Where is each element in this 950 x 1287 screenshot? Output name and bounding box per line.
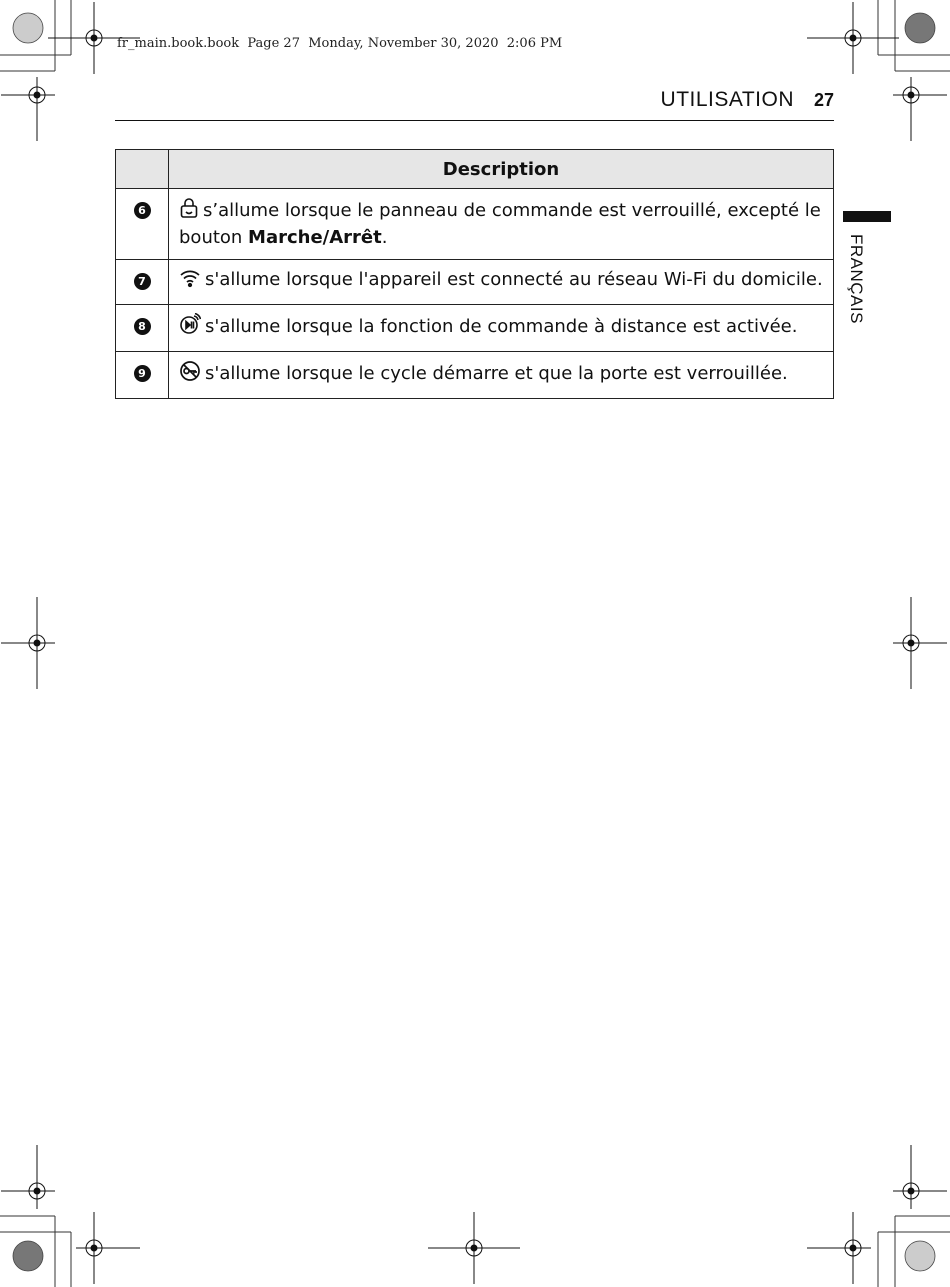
row-text: s'allume lorsque le cycle démarre et que la porte est verrouillée. <box>205 363 788 384</box>
row-text: s'allume lorsque la fonction de commande à distance est activée. <box>205 316 798 337</box>
remote-start-icon <box>179 313 201 342</box>
table-row <box>116 189 834 260</box>
page-number: 27 <box>813 90 834 110</box>
page-header <box>115 88 834 121</box>
control-lock-icon <box>179 197 199 226</box>
language-tab-label: FRANÇAIS <box>847 234 866 324</box>
print-metadata: fr_main.book.book Page 27 Monday, November 30, 2020 2:06 PM <box>117 36 563 51</box>
section-title: UTILISATION <box>660 88 794 111</box>
row-bold-text: Marche/Arrêt <box>248 227 382 248</box>
row-number-badge: 7 <box>134 273 151 290</box>
table-header-description: Description <box>169 150 834 189</box>
row-text: s’allume lorsque le panneau de commande est verrouillé, excepté le bouton <box>179 200 821 248</box>
row-number-badge: 6 <box>134 202 151 219</box>
table-row <box>116 352 834 399</box>
wifi-icon <box>179 268 201 295</box>
table-row <box>116 260 834 305</box>
table-row <box>116 305 834 352</box>
table-header-blank <box>116 150 169 189</box>
row-number-badge: 9 <box>134 365 151 382</box>
row-number-badge: 8 <box>134 318 151 335</box>
row-text-suffix: . <box>381 227 388 248</box>
row-text: s'allume lorsque l'appareil est connecté au réseau Wi-Fi du domicile. <box>205 269 823 290</box>
description-table <box>115 149 834 399</box>
door-lock-icon <box>179 360 201 389</box>
language-tab-bar <box>843 211 891 222</box>
